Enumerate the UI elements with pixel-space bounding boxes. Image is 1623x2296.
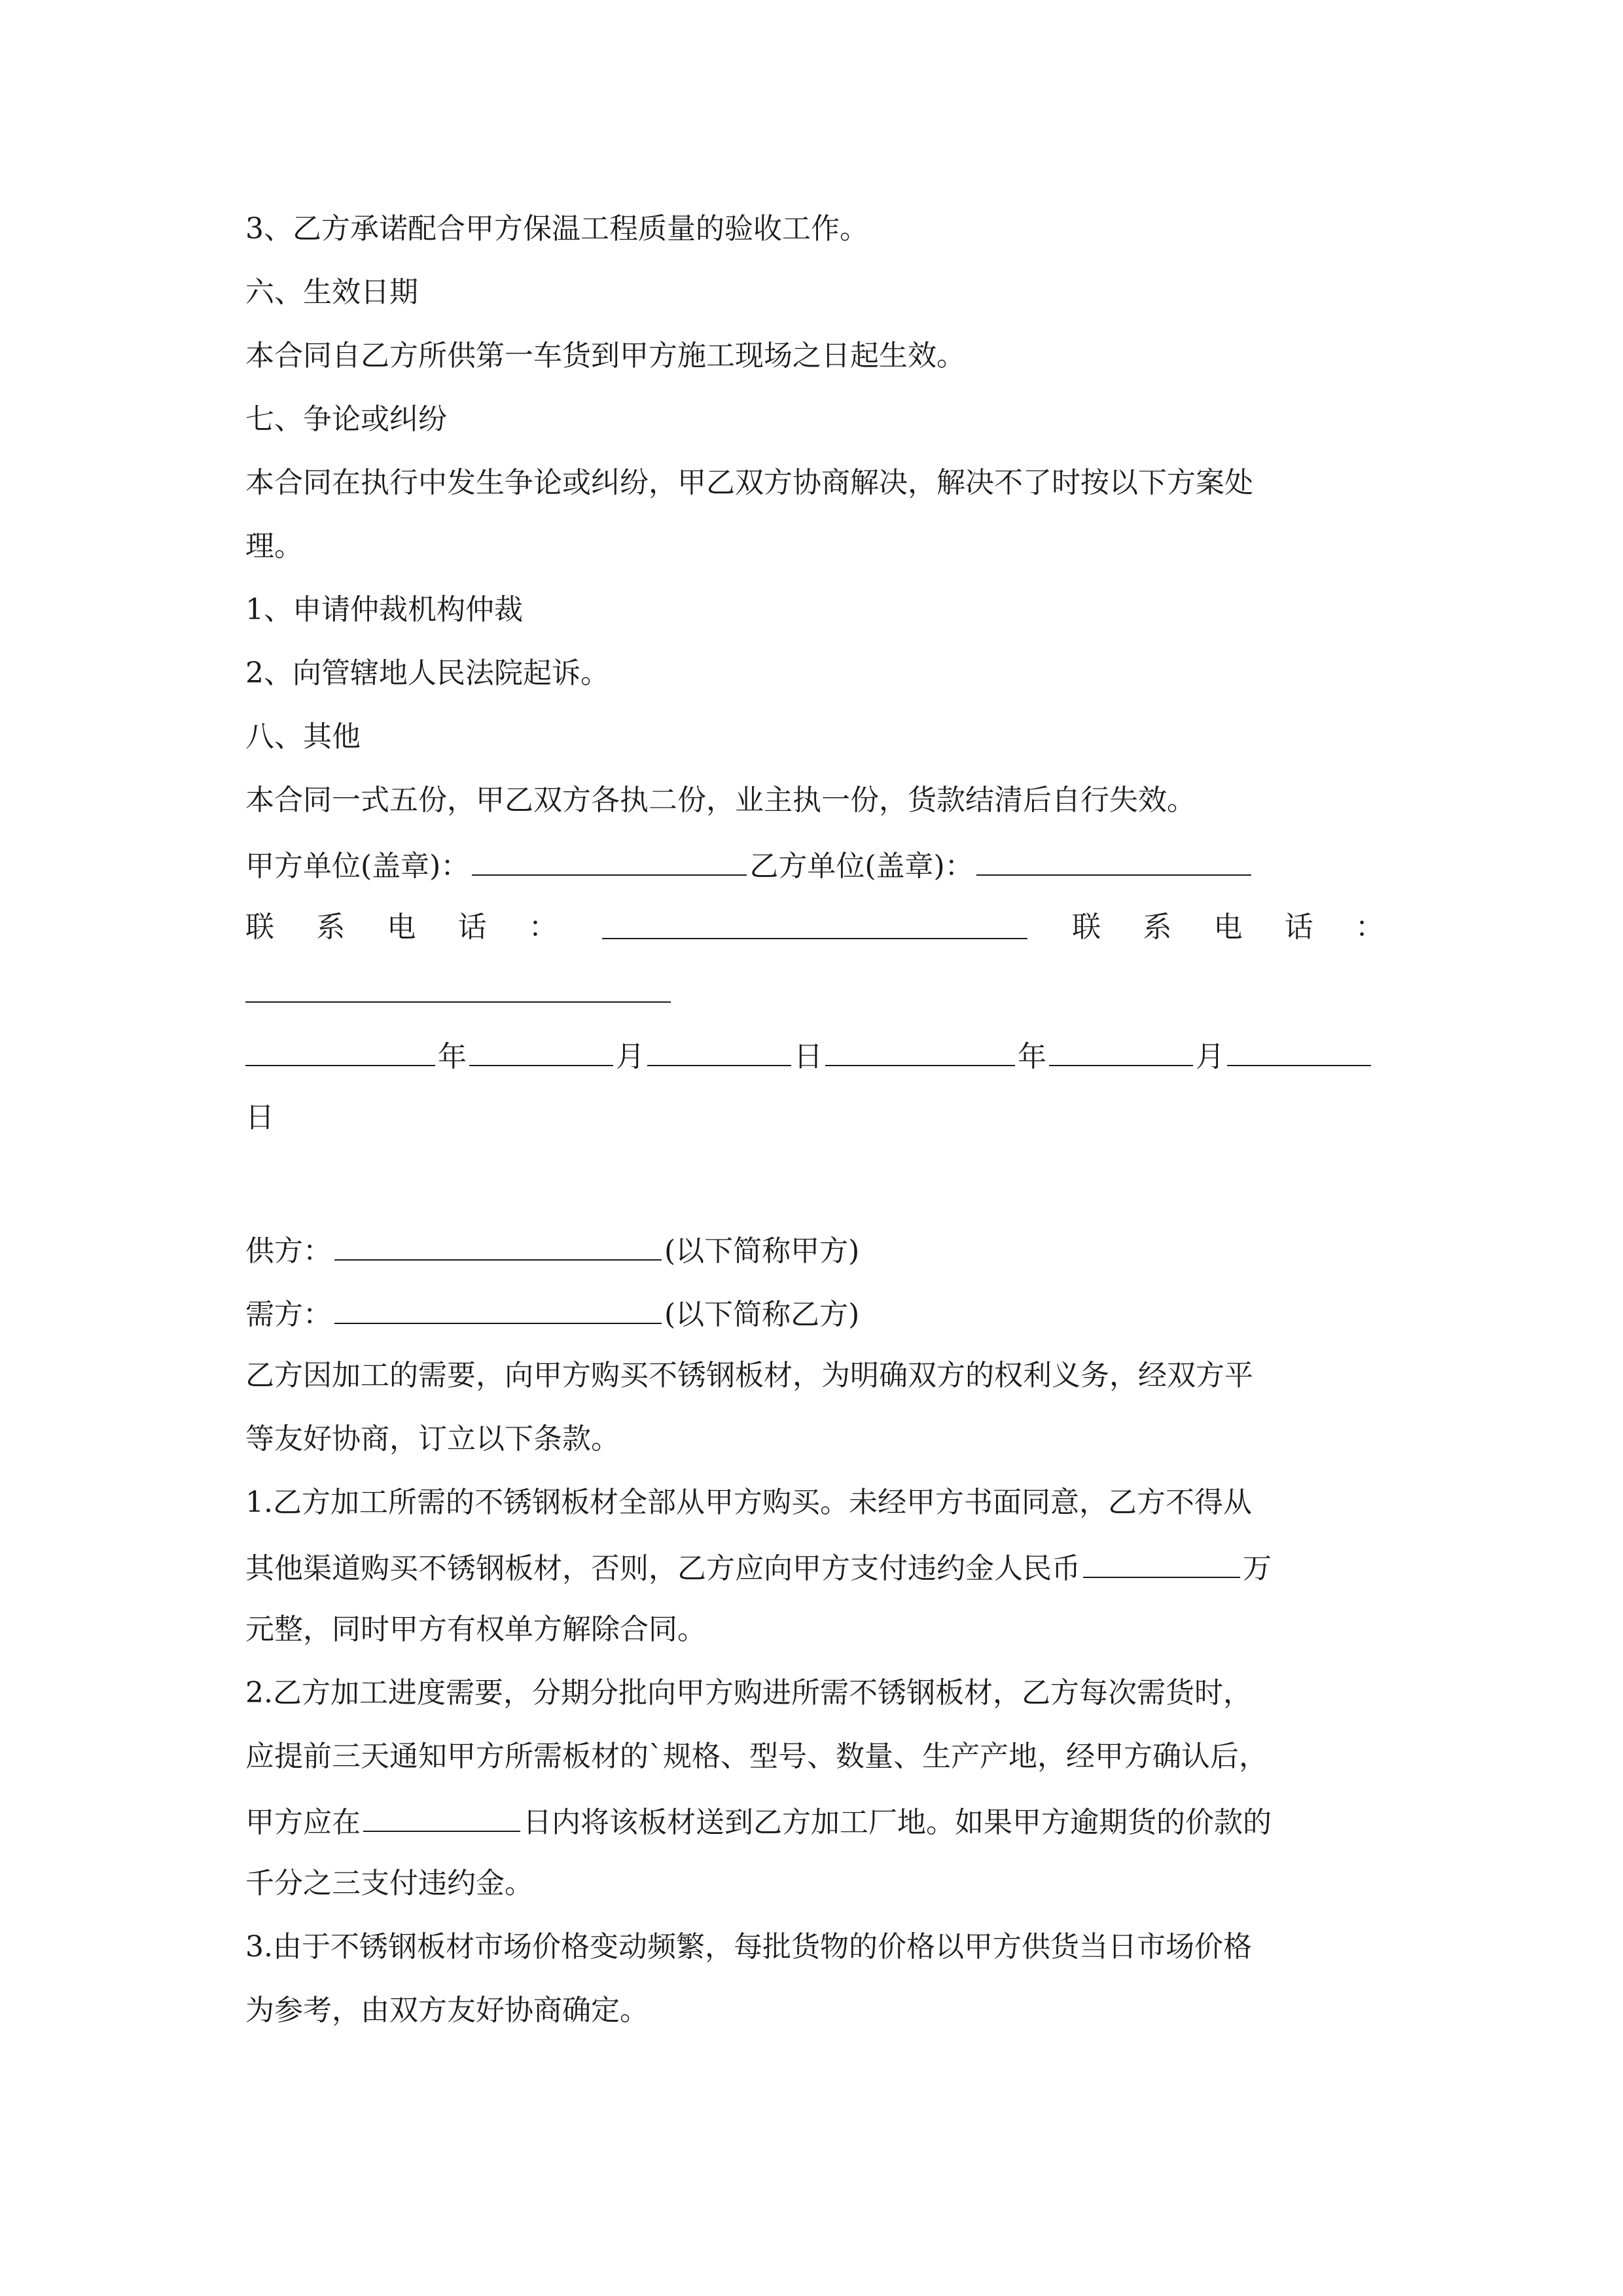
disputes-text-cont: 理。 — [245, 529, 303, 563]
term-1-text-end: 元整，同时甲方有权单方解除合同。 — [245, 1613, 706, 1646]
term-2-text-cont: 应提前三天通知甲方所需板材的`规格、型号、数量、生产产地，经甲方确认后， — [245, 1740, 1268, 1773]
buyer-row — [245, 1293, 1384, 1335]
phone-b-blank-row — [245, 971, 1384, 1013]
effective-date-text: 本合同自乙方所供第一车货到甲方施工现场之日起生效。 — [245, 339, 965, 372]
supplier-row — [245, 1229, 1384, 1271]
signature-units-row — [245, 844, 1384, 886]
phone-a-blank — [602, 908, 1027, 939]
section-heading-other: 八、其他 — [245, 720, 361, 753]
party-a-unit-blank — [472, 844, 747, 876]
term-3-text: 3.由于不锈钢板材市场价格变动频繁，每批货物的价格以甲方供货当日市场价格 — [245, 1930, 1252, 1964]
phone-char: 系 — [1143, 910, 1172, 944]
supplier-label: 供方： — [245, 1234, 332, 1268]
term-2-delivery-prefix: 甲方应在 — [245, 1806, 361, 1839]
intro-text: 乙方因加工的需要，向甲方购买不锈钢板材，为明确双方的权利义务，经双方平 — [245, 1359, 1253, 1392]
term-1-text: 1.乙方加工所需的不锈钢板材全部从甲方购买。未经甲方书面同意，乙方不得从 — [245, 1486, 1252, 1519]
phone-char: 电 — [1213, 910, 1243, 944]
disputes-text: 本合同在执行中发生争论或纠纷，甲乙双方协商解决，解决不了时按以下方案处 — [245, 466, 1253, 499]
term-2-text: 2.乙方加工进度需要，分期分批向甲方购进所需不锈钢板材，乙方每次需货时， — [245, 1676, 1252, 1710]
penalty-amount-blank — [1083, 1547, 1240, 1578]
term-1-penalty-suffix: 万 — [1243, 1552, 1272, 1585]
phone-char: 话 — [1284, 910, 1313, 944]
phone-char: 联 — [245, 910, 274, 944]
intro-text-cont: 等友好协商，订立以下条款。 — [245, 1422, 620, 1456]
party-b-unit-blank — [976, 844, 1251, 876]
buyer-label: 需方： — [245, 1298, 332, 1331]
phone-char: ： — [1355, 910, 1384, 944]
date-a-year-blank — [245, 1035, 435, 1066]
disputes-item-1: 1、申请仲裁机构仲裁 — [245, 593, 523, 626]
buyer-suffix: (以下简称乙方) — [664, 1298, 860, 1331]
day-label: 日 — [794, 1040, 823, 1073]
section-heading-disputes: 七、争论或纠纷 — [245, 403, 447, 436]
month-label: 月 — [1196, 1040, 1224, 1073]
disputes-item-2: 2、向管辖地人民法院起诉。 — [245, 656, 609, 690]
section-heading-effective-date: 六、生效日期 — [245, 276, 418, 309]
phone-char: ： — [528, 910, 558, 944]
phone-char: 联 — [1072, 910, 1101, 944]
buyer-blank — [334, 1293, 662, 1324]
phone-char: 电 — [387, 910, 416, 944]
supplier-blank — [334, 1229, 662, 1261]
party-a-unit-label: 甲方单位(盖章)： — [245, 850, 470, 883]
date-b-month-blank — [1049, 1035, 1193, 1066]
delivery-days-blank — [363, 1801, 520, 1832]
year-label: 年 — [1018, 1040, 1046, 1073]
supplier-suffix: (以下简称甲方) — [664, 1234, 860, 1268]
term-1-text-cont — [245, 1547, 1384, 1588]
phone-row — [245, 908, 1384, 947]
date-a-day-blank — [647, 1035, 791, 1066]
date-a-month-blank — [469, 1035, 613, 1066]
term-2-delivery-suffix: 日内将该板材送到乙方加工厂地。如果甲方逾期货的价款的 — [523, 1806, 1272, 1839]
date-b-day-blank — [1227, 1035, 1371, 1066]
term-2-text-end: 千分之三支付违约金。 — [245, 1867, 533, 1900]
year-label: 年 — [438, 1040, 467, 1073]
phone-char: 话 — [457, 910, 487, 944]
term-1-penalty-prefix: 其他渠道购买不锈钢板材，否则，乙方应向甲方支付违约金人民币 — [245, 1552, 1080, 1585]
date-row-cont: 日 — [245, 1101, 274, 1134]
clause-5-item-3: 3、乙方承诺配合甲方保温工程质量的验收工作。 — [245, 212, 868, 245]
party-b-unit-label: 乙方单位(盖章)： — [749, 850, 974, 883]
date-row — [245, 1035, 1384, 1077]
phone-b-blank — [245, 971, 671, 1003]
other-text: 本合同一式五份，甲乙双方各执二份，业主执一份，货款结清后自行失效。 — [245, 783, 1196, 817]
month-label: 月 — [616, 1040, 645, 1073]
phone-char: 系 — [316, 910, 346, 944]
term-3-text-cont: 为参考，由双方友好协商确定。 — [245, 1994, 649, 2027]
date-b-year-blank — [825, 1035, 1015, 1066]
term-2-delivery-row — [245, 1801, 1384, 1842]
